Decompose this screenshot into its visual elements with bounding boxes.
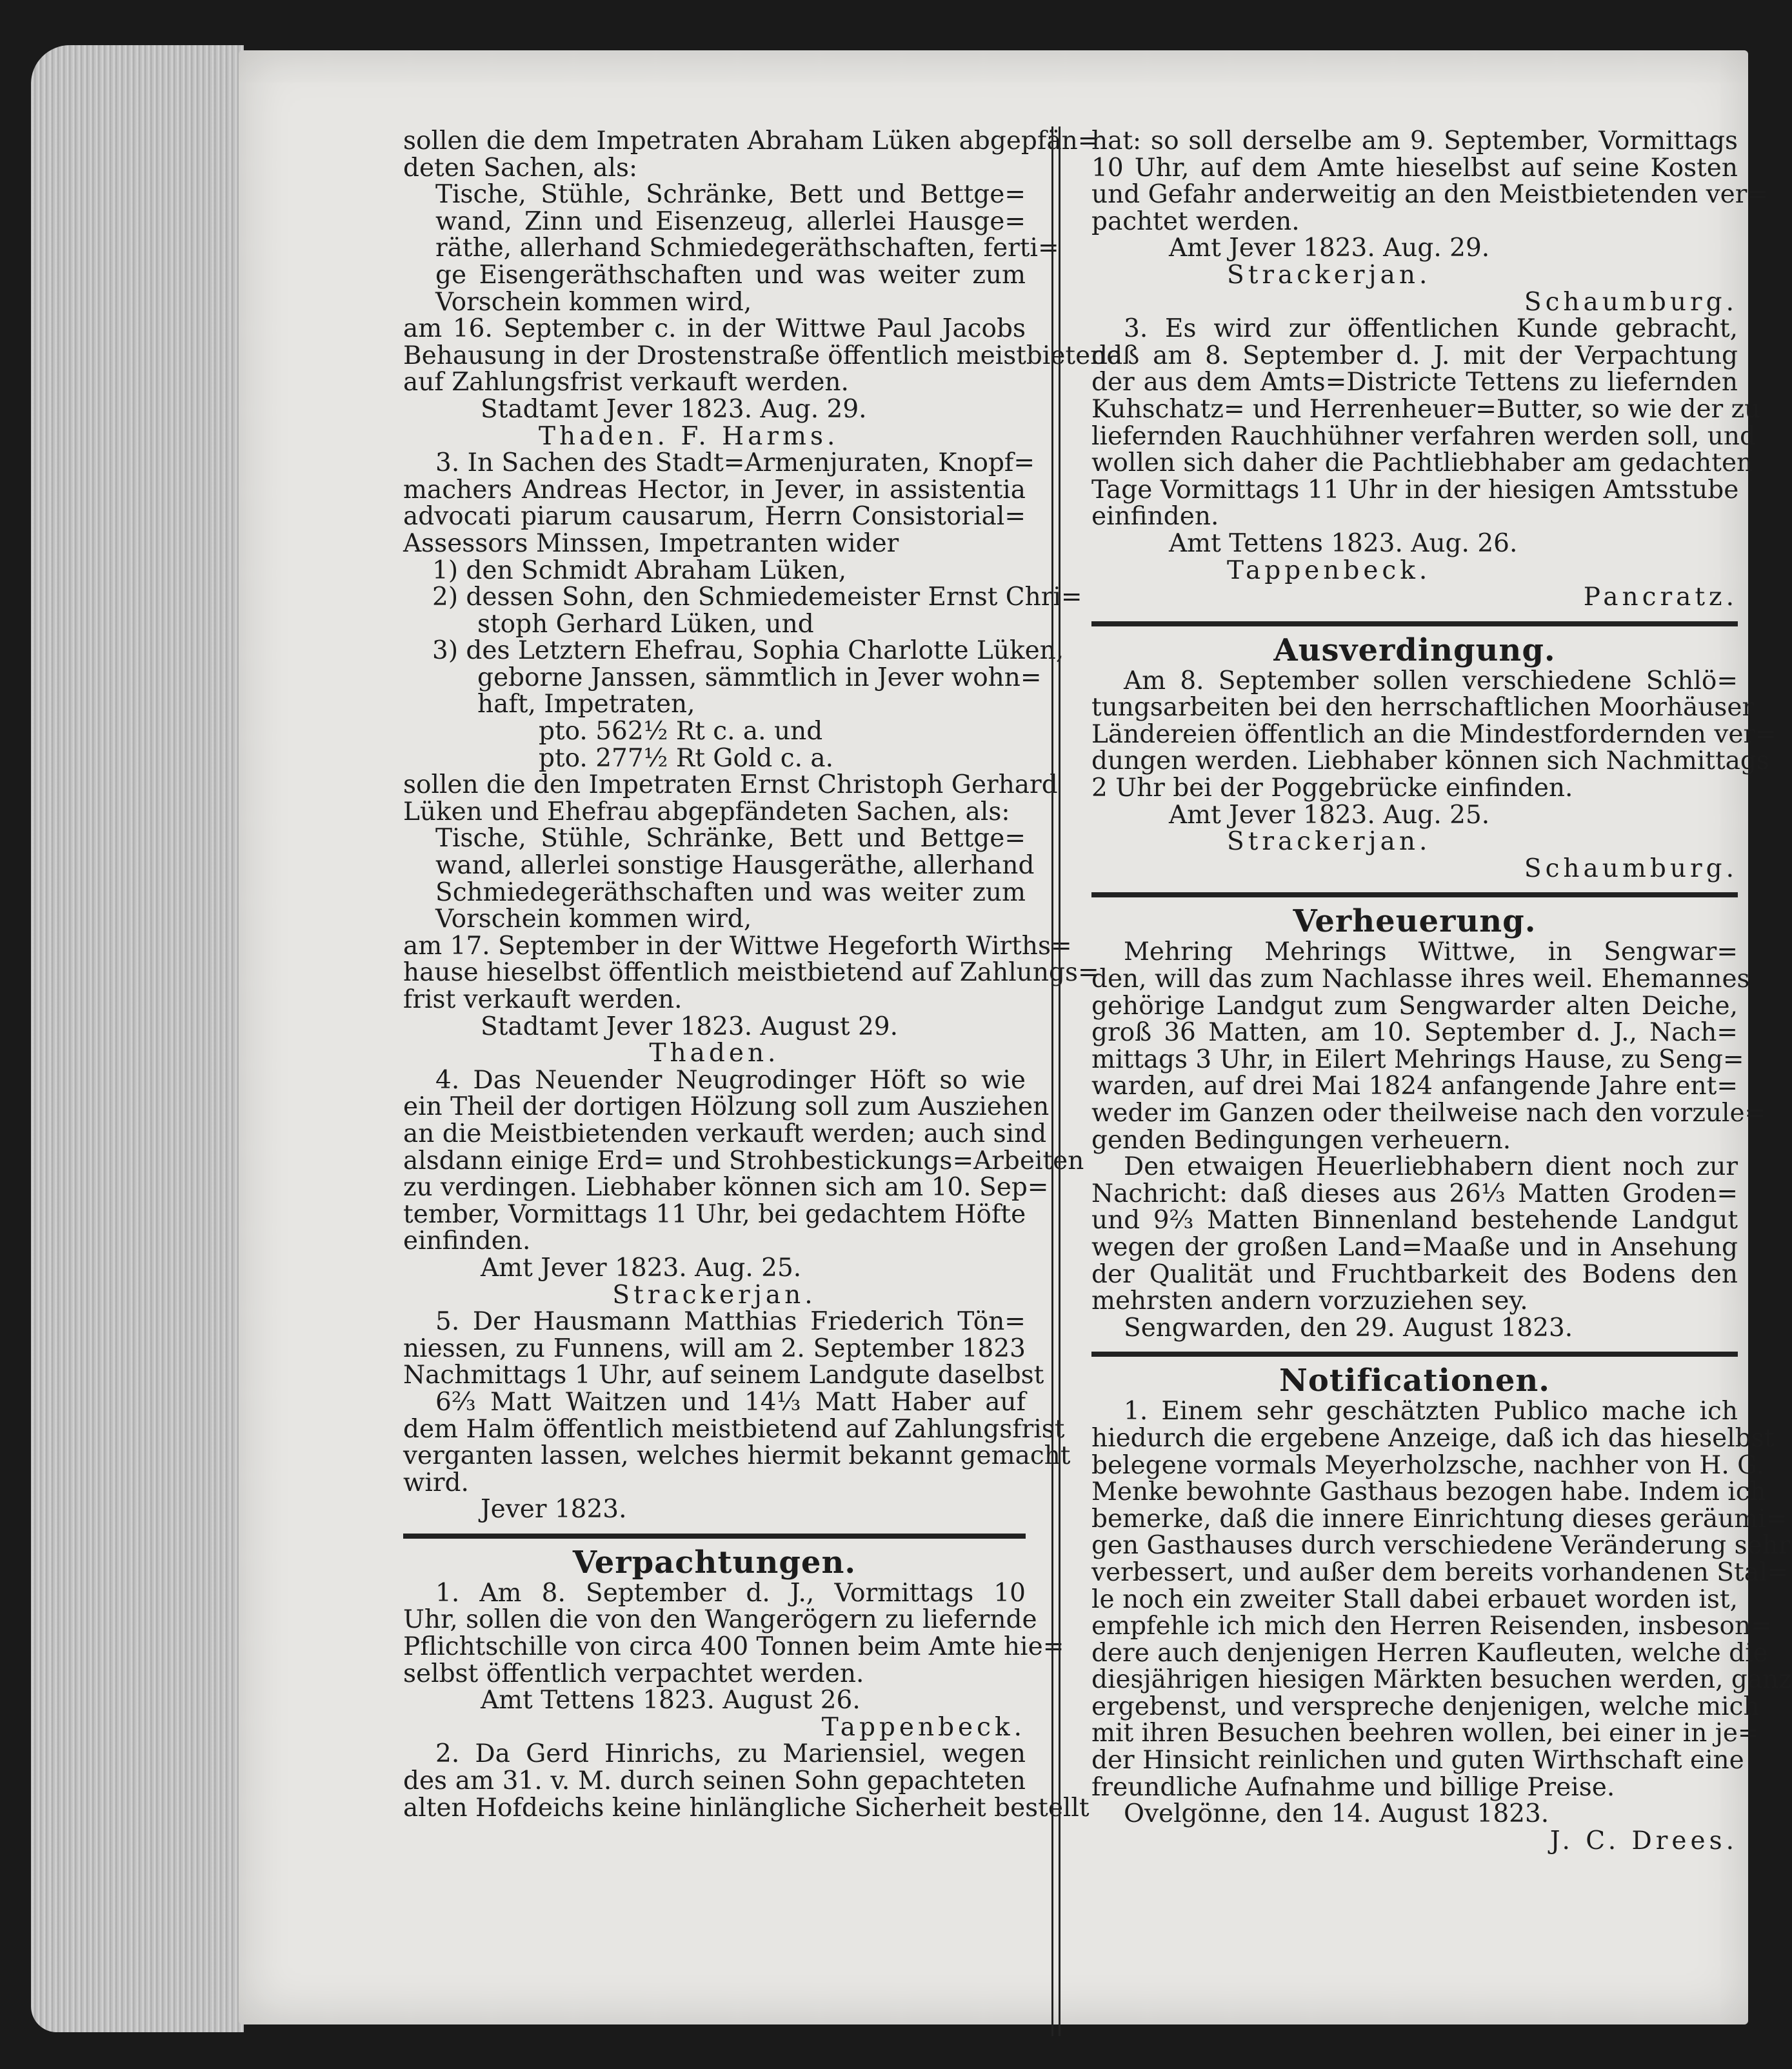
text-line: Nachmittags 1 Uhr, auf seinem Landgute daselbst <box>403 1361 1044 1390</box>
text-line: ge Eisengeräthschaften und was weiter zum <box>435 260 1026 290</box>
text-line: 1. Einem sehr geschätzten Publico mache ich <box>1124 1397 1738 1426</box>
text-line: mit ihren Besuchen beehren wollen, bei einer in je= <box>1091 1719 1759 1748</box>
ausverdingung-text <box>1091 666 1777 883</box>
text-line: 3. Es wird zur öffentlichen Kunde gebracht, <box>1124 314 1738 344</box>
text-line: Lüken und Ehefrau abgepfändeten Sachen, als: <box>403 797 1010 826</box>
text-line: Amt Tettens 1823. August 26. <box>481 1686 861 1715</box>
text-line: Thaden. <box>649 1039 780 1068</box>
text-line: Tische, Stühle, Schränke, Bett und Bettge= <box>435 824 1026 854</box>
text-line: niessen, zu Funnens, will am 2. September 1823 <box>403 1334 1026 1363</box>
text-line: haft, Impetraten, <box>477 690 695 719</box>
text-line: am 17. September in der Wittwe Hegeforth Wirths= <box>403 931 1072 961</box>
text-line: J. C. Drees. <box>1549 1826 1738 1855</box>
text-line: dungen werden. Liebhaber können sich Nachmittags <box>1091 746 1769 776</box>
text-line: geborne Janssen, sämmtlich in Jever wohn= <box>477 663 1042 692</box>
text-line: Den etwaigen Heuerliebhabern dient noch zur <box>1124 1152 1738 1182</box>
text-line: verganten lassen, welches hiermit bekannt gemacht <box>403 1441 1071 1471</box>
text-line: tember, Vormittags 11 Uhr, bei gedachtem Höfte <box>403 1199 1026 1229</box>
text-line: advocati piarum causarum, Herrn Consistorial= <box>403 502 1026 532</box>
text-line: 2. Da Gerd Hinrichs, zu Mariensiel, wegen <box>435 1739 1026 1769</box>
text-line: hat: so soll derselbe am 9. September, Vormittags <box>1091 126 1738 155</box>
text-line: pto. 277½ Rt Gold c. a. <box>539 743 834 773</box>
text-line: pto. 562½ Rt c. a. und <box>539 717 823 746</box>
text-line: frist verkauft werden. <box>403 985 682 1014</box>
text-line: alsdann einige Erd= und Strohbestickungs=Arbeiten <box>403 1146 1084 1175</box>
text-line: warden, auf drei Mai 1824 anfangende Jahre ent= <box>1091 1072 1738 1101</box>
text-line: gehörige Landgut zum Sengwarder alten Deiche, <box>1091 991 1738 1021</box>
text-line: Schaumburg. <box>1524 854 1738 883</box>
text-line: hiedurch die ergebene Anzeige, daß ich das hieselbst <box>1091 1423 1775 1453</box>
text-line: 3. In Sachen des Stadt=Armenjuraten, Knopf= <box>435 448 1035 478</box>
text-line: 5. Der Hausmann Matthias Friederich Tön= <box>435 1307 1026 1337</box>
text-line: und 9⅔ Matten Binnenland bestehende Landgut <box>1091 1206 1738 1235</box>
text-line: Pancratz. <box>1583 583 1738 612</box>
section-rule <box>1091 621 1738 626</box>
text-line: Tische, Stühle, Schränke, Bett und Bettge= <box>435 180 1026 210</box>
text-line: 2) dessen Sohn, den Schmiedemeister Ernst Chri= <box>432 583 1082 612</box>
text-line: sollen die dem Impetraten Abraham Lüken abgepfän= <box>403 126 1099 155</box>
text-line: 3) des Letztern Ehefrau, Sophia Charlotte Lüken, <box>432 636 1064 666</box>
text-line: freundliche Aufnahme und billige Preise. <box>1091 1772 1615 1802</box>
text-line: Kuhschatz= und Herrenheuer=Butter, so wie der zu <box>1091 394 1761 424</box>
text-line: gen Gasthauses durch verschiedene Veränderung sehr <box>1091 1531 1791 1561</box>
text-line: le noch ein zweiter Stall dabei erbauet worden ist, <box>1091 1584 1738 1614</box>
text-line: und Gefahr anderweitig an den Meistbietenden ver= <box>1091 180 1769 210</box>
text-line: der aus dem Amts=Districte Tettens zu liefernden <box>1091 368 1738 397</box>
text-line: Strackerjan. <box>1227 827 1431 857</box>
text-line: Mehring Mehrings Wittwe, in Sengwar= <box>1124 937 1738 967</box>
text-line: 2 Uhr bei der Poggebrücke einfinden. <box>1091 774 1573 803</box>
text-line: Stadtamt Jever 1823. August 29. <box>481 1012 898 1041</box>
section-heading-notificationen: Notificationen. <box>1279 1363 1550 1399</box>
verheuerung-text <box>1091 937 1766 1343</box>
text-line: einfinden. <box>1091 502 1219 532</box>
verpachtungen-text <box>403 1578 1090 1823</box>
text-line: ein Theil der dortigen Hölzung soll zum Ausziehen <box>403 1092 1050 1122</box>
text-line: Assessors Minssen, Impetranten wider <box>403 528 899 558</box>
text-line: Behausung in der Drostenstraße öffentlich meistbietend <box>403 341 1123 370</box>
text-line: Jever 1823. <box>481 1495 627 1524</box>
text-line: Strackerjan. <box>1227 260 1431 290</box>
left-column <box>403 126 1123 1823</box>
right-column <box>1091 126 1792 1855</box>
text-line: Uhr, sollen die von den Wangerögern zu liefernde <box>403 1605 1037 1635</box>
text-line: Amt Jever 1823. Aug. 25. <box>481 1253 802 1283</box>
text-line: genden Bedingungen verheuern. <box>1091 1125 1511 1155</box>
left-column-text <box>403 126 1123 1524</box>
text-line: Amt Jever 1823. Aug. 29. <box>1169 234 1490 263</box>
text-line: machers Andreas Hector, in Jever, in assistentia <box>403 475 1026 505</box>
newspaper-page <box>239 50 1792 2024</box>
text-line: Vorschein kommen wird, <box>435 905 752 934</box>
text-line: mittags 3 Uhr, in Eilert Mehrings Hause, zu Seng= <box>1091 1044 1744 1074</box>
text-line: am 16. September c. in der Wittwe Paul Jacobs <box>403 314 1026 344</box>
text-line: wand, Zinn und Eisenzeug, allerlei Hausge= <box>435 206 1026 236</box>
text-line: daß am 8. September d. J. mit der Verpachtung <box>1091 341 1738 370</box>
text-line: hause hieselbst öffentlich meistbietend auf Zahlungs= <box>403 958 1099 988</box>
right-column-text <box>1091 126 1769 612</box>
column-divider <box>1051 126 1060 2036</box>
text-line: diesjährigen hiesigen Märkten besuchen werden, ganz <box>1091 1665 1792 1695</box>
text-line: Tappenbeck. <box>821 1712 1026 1742</box>
text-line: Pflichtschille von circa 400 Tonnen beim Amte hie= <box>403 1632 1064 1662</box>
section-rule <box>403 1534 1026 1539</box>
section-heading-verheuerung: Verheuerung. <box>1293 903 1537 940</box>
text-line: dere auch denjenigen Herren Kaufleuten, welche die <box>1091 1638 1768 1668</box>
text-line: weder im Ganzen oder theilweise nach den vorzule= <box>1091 1099 1766 1128</box>
text-line: 10 Uhr, auf dem Amte hieselbst auf seine Kosten <box>1091 153 1738 183</box>
section-rule <box>1091 1352 1738 1357</box>
text-line: wegen der großen Land=Maaße und in Ansehung <box>1091 1232 1738 1262</box>
text-line: tungsarbeiten bei den herrschaftlichen Moorhäuser <box>1091 693 1755 723</box>
text-line: Stadtamt Jever 1823. Aug. 29. <box>481 394 867 424</box>
text-line: Menke bewohnte Gasthaus bezogen habe. Indem ich <box>1091 1477 1766 1507</box>
text-line: Vorschein kommen wird, <box>435 287 752 317</box>
text-line: 4. Das Neuender Neugrodinger Höft so wie <box>435 1065 1026 1095</box>
text-line: Tappenbeck. <box>1227 555 1431 585</box>
text-line: mehrsten andern vorzuziehen sey. <box>1091 1286 1528 1316</box>
text-line: selbst öffentlich verpachtet werden. <box>403 1659 864 1688</box>
text-line: sollen die den Impetraten Ernst Christoph Gerhard <box>403 770 1058 800</box>
text-line: Amt Tettens 1823. Aug. 26. <box>1169 528 1518 558</box>
text-line: des am 31. v. M. durch seinen Sohn gepachteten <box>403 1766 1026 1796</box>
text-line: 1) den Schmidt Abraham Lüken, <box>432 555 847 585</box>
text-line: ergebenst, und verspreche denjenigen, welche mich <box>1091 1692 1760 1721</box>
text-line: auf Zahlungsfrist verkauft werden. <box>403 368 849 397</box>
text-line: Ovelgönne, den 14. August 1823. <box>1124 1799 1549 1829</box>
text-line: groß 36 Matten, am 10. September d. J., Nach= <box>1091 1018 1738 1048</box>
text-line: wird. <box>403 1468 469 1497</box>
text-line: an die Meistbietenden verkauft werden; auch sind <box>403 1119 1047 1148</box>
text-line: pachtet werden. <box>1091 206 1300 236</box>
text-line: den, will das zum Nachlasse ihres weil. Ehemannes <box>1091 965 1750 994</box>
text-line: bemerke, daß die innere Einrichtung dieses geräumi= <box>1091 1504 1787 1534</box>
text-line: empfehle ich mich den Herren Reisenden, insbeson= <box>1091 1612 1772 1641</box>
text-line: Ländereien öffentlich an die Mindestfordernden ver= <box>1091 719 1777 749</box>
text-line: Am 8. September sollen verschiedene Schlö= <box>1124 666 1738 695</box>
text-line: verbessert, und außer dem bereits vorhandenen Stal= <box>1091 1557 1789 1587</box>
text-line: wand, allerlei sonstige Hausgeräthe, allerhand <box>435 851 1035 881</box>
text-line: Thaden. F. Harms. <box>539 421 839 451</box>
text-line: zu verdingen. Liebhaber können sich am 10. Sep= <box>403 1173 1049 1203</box>
section-rule <box>1091 892 1738 897</box>
text-line: Amt Jever 1823. Aug. 25. <box>1169 800 1490 830</box>
text-line: 6⅔ Matt Waitzen und 14⅓ Matt Haber auf <box>435 1387 1026 1417</box>
notificationen-text <box>1091 1397 1792 1855</box>
text-line: der Hinsicht reinlichen und guten Wirthschaft eine <box>1091 1746 1744 1775</box>
section-heading-ausverdingung: Ausverdingung. <box>1273 632 1556 668</box>
text-line: Schmiedegeräthschaften und was weiter zum <box>435 877 1026 907</box>
text-line: belegene vormals Meyerholzsche, nachher von H. G. <box>1091 1450 1765 1480</box>
text-line: Sengwarden, den 29. August 1823. <box>1124 1313 1573 1343</box>
text-line: Tage Vormittags 11 Uhr in der hiesigen Amtsstube <box>1091 475 1739 505</box>
text-line: räthe, allerhand Schmiedegeräthschaften, ferti= <box>435 234 1059 263</box>
text-line: stoph Gerhard Lüken, und <box>477 609 814 639</box>
text-line: Schaumburg. <box>1524 287 1738 317</box>
text-line: einfinden. <box>403 1226 531 1256</box>
text-line: Nachricht: daß dieses aus 26⅓ Matten Groden= <box>1091 1179 1738 1208</box>
section-heading-verpachtungen: Verpachtungen. <box>572 1544 857 1581</box>
text-line: Strackerjan. <box>612 1280 817 1310</box>
text-line: alten Hofdeichs keine hinlängliche Sicherheit bestellt <box>403 1793 1090 1823</box>
text-line: dem Halm öffentlich meistbietend auf Zahlungsfrist <box>403 1414 1065 1444</box>
text-line: wollen sich daher die Pachtliebhaber am gedachten <box>1091 448 1753 478</box>
book-page-edges <box>31 45 244 2032</box>
text-line: der Qualität und Fruchtbarkeit des Bodens den <box>1091 1259 1738 1289</box>
text-line: 1. Am 8. September d. J., Vormittags 10 <box>435 1578 1026 1608</box>
text-line: liefernden Rauchhühner verfahren werden soll, und <box>1091 421 1756 451</box>
text-line: deten Sachen, als: <box>403 153 638 183</box>
